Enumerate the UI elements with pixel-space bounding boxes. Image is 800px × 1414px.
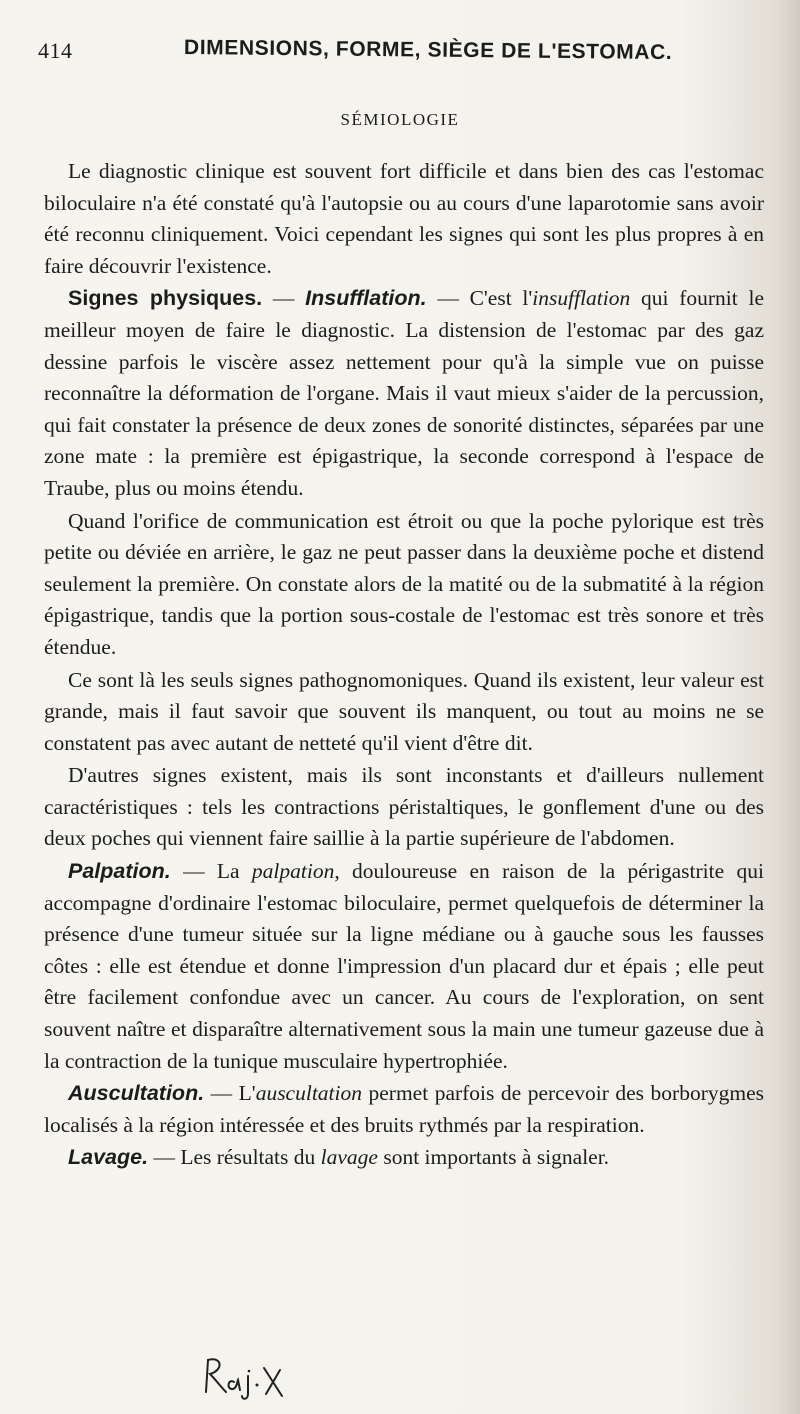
text-segment: permet parfois de percevoir des borborygmes localisés à la région intéressée et des bruits rythmés par la respiration. bbox=[44, 1081, 764, 1137]
heading-palpation: Palpation. bbox=[68, 859, 171, 884]
text-segment: — Les résultats du bbox=[148, 1145, 321, 1170]
heading-auscultation: Auscultation. bbox=[68, 1081, 205, 1106]
page-number: 414 bbox=[38, 38, 73, 63]
text-segment: — La bbox=[170, 859, 252, 884]
paragraph-palpation bbox=[44, 856, 764, 1077]
italic-term: palpation bbox=[251, 859, 335, 884]
heading-insufflation: Insufflation. bbox=[305, 286, 427, 311]
section-title: SÉMIOLOGIE bbox=[340, 110, 460, 129]
paragraph-autres-signes: D'autres signes existent, mais ils sont inconstants et d'ailleurs nullement caractéristiques : tels les contractions péristaltiques, le gonflement d'une ou des deux poches qui viennent faire saillie à la partie supérieure de l'abdomen. bbox=[44, 763, 764, 851]
italic-term: lavage bbox=[320, 1145, 378, 1170]
paragraph-orifice: Quand l'orifice de communication est étroit ou que la poche pylorique est très petite ou déviée en arrière, le gaz ne peut passer dans la deuxième poche et distend seulement la première. On constate alors de la matité ou de la submatité à la région épigastrique, tandis que la portion sous-costale de l'estomac est très sonore et très étendue. bbox=[44, 508, 764, 659]
handwritten-signature bbox=[200, 1352, 290, 1402]
paragraph-intro: Le diagnostic clinique est souvent fort difficile et dans bien des cas l'estomac biloculaire n'a été constaté qu'à l'autopsie ou au cours d'une laparotomie sans avoir été reconnu cliniquement. Voici cependant les signes qui sont les plus propres à en faire découvrir l'existence. bbox=[44, 159, 764, 278]
paragraph-lavage bbox=[44, 1142, 764, 1174]
paragraph-auscultation bbox=[44, 1078, 764, 1141]
text-segment: — L' bbox=[204, 1081, 256, 1106]
page-header bbox=[38, 34, 758, 66]
text-segment: qui fournit le meilleur moyen de faire le diagnostic. La distension de l'estomac par des gaz dessine parfois le viscère assez nettement pour qu'à la simple vue on puisse reconnaître la déformation de l'organe. Mais il vaut mieux s'aider de la percussion, qui fait constater la présence de deux zones de sonorité distinctes, séparées par une zone mate : la première est épigastrique, la seconde correspond à l'espace de Traube, plus ou moins étendu. bbox=[44, 286, 764, 500]
italic-term: auscultation bbox=[255, 1081, 362, 1106]
signature-drawing bbox=[200, 1352, 290, 1402]
body-text bbox=[44, 156, 764, 1175]
italic-term: insufflation bbox=[532, 286, 631, 311]
text-segment: — C'est l' bbox=[426, 286, 533, 311]
text-segment: , douloureuse en raison de la périgastrite qui accompagne d'ordinaire l'estomac biloculaire, permet quelquefois de déterminer la présence d'une tumeur située sur la ligne médiane ou à gauche sous les fausses côtes : elle est étendue et donne l'impression d'un placard dur et épais ; elle peut être facilement confondue avec un cancer. Au cours de l'exploration, on sent souvent naître et disparaître alternativement sous la main une tumeur gazeuse due à la contraction de la tunique musculaire hypertrophiée. bbox=[44, 859, 764, 1073]
heading-lavage: Lavage. bbox=[68, 1145, 149, 1170]
heading-signes-physiques: Signes physiques. bbox=[68, 286, 263, 311]
text-segment: sont importants à signaler. bbox=[377, 1145, 610, 1170]
paragraph-signes-pathognomoniques: Ce sont là les seuls signes pathognomoniques. Quand ils existent, leur valeur est grande, mais il faut savoir que souvent ils manquent, ou tout au moins ne se constatent pas avec autant de netteté qu'il vient d'être dit. bbox=[44, 667, 764, 755]
paragraph-insufflation bbox=[44, 283, 764, 504]
dash: — bbox=[262, 286, 306, 311]
running-head: DIMENSIONS, FORME, SIÈGE DE L'ESTOMAC. bbox=[183, 36, 673, 65]
